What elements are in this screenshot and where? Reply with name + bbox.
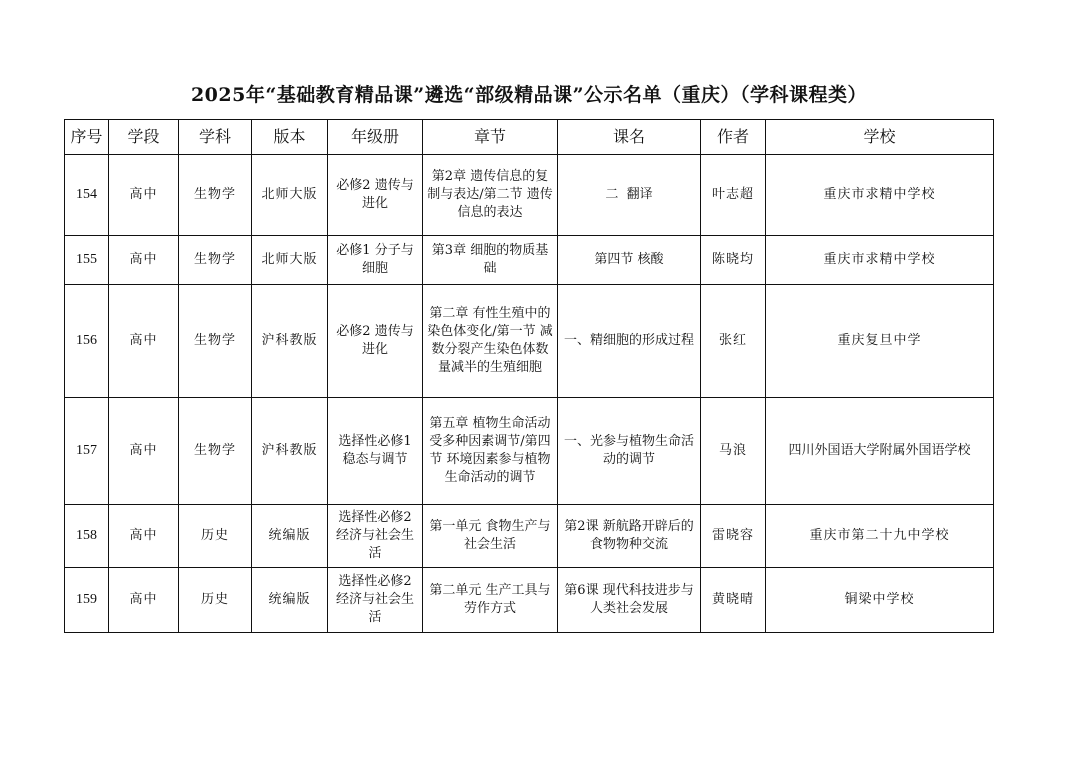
- cell-no: 157: [65, 398, 109, 505]
- cell-author: 陈晓均: [701, 236, 766, 285]
- cell-edition: 沪科教版: [252, 285, 328, 398]
- cell-chapter: 第一单元 食物生产与社会生活: [423, 505, 558, 568]
- cell-no: 158: [65, 505, 109, 568]
- cell-no: 159: [65, 568, 109, 633]
- cell-edition: 统编版: [252, 505, 328, 568]
- cell-stage: 高中: [109, 285, 179, 398]
- table-row: [65, 398, 994, 505]
- table-row: [65, 568, 994, 633]
- column-header-no: 序号: [65, 120, 109, 155]
- table-header-row: [65, 120, 994, 155]
- cell-stage: 高中: [109, 155, 179, 236]
- cell-school: 铜梁中学校: [766, 568, 994, 633]
- cell-stage: 高中: [109, 505, 179, 568]
- cell-edition: 北师大版: [252, 236, 328, 285]
- cell-author: 黄晓晴: [701, 568, 766, 633]
- cell-school: 重庆复旦中学: [766, 285, 994, 398]
- column-header-grade: 年级册: [328, 120, 423, 155]
- cell-subject: 生物学: [179, 155, 252, 236]
- cell-chapter: 第3章 细胞的物质基础: [423, 236, 558, 285]
- cell-grade: 选择性必修1 稳态与调节: [328, 398, 423, 505]
- column-header-school: 学校: [766, 120, 994, 155]
- cell-author: 马浪: [701, 398, 766, 505]
- cell-school: 重庆市求精中学校: [766, 236, 994, 285]
- cell-chapter: 第五章 植物生命活动受多种因素调节/第四节 环境因素参与植物生命活动的调节: [423, 398, 558, 505]
- column-header-author: 作者: [701, 120, 766, 155]
- cell-stage: 高中: [109, 398, 179, 505]
- cell-grade: 必修1 分子与细胞: [328, 236, 423, 285]
- column-header-subject: 学科: [179, 120, 252, 155]
- cell-subject: 生物学: [179, 236, 252, 285]
- column-header-edition: 版本: [252, 120, 328, 155]
- cell-lesson: 一、光参与植物生命活动的调节: [558, 398, 701, 505]
- cell-subject: 生物学: [179, 398, 252, 505]
- cell-chapter: 第二单元 生产工具与劳作方式: [423, 568, 558, 633]
- cell-no: 154: [65, 155, 109, 236]
- cell-chapter: 第二章 有性生殖中的染色体变化/第一节 减数分裂产生染色体数量减半的生殖细胞: [423, 285, 558, 398]
- table-row: [65, 236, 994, 285]
- cell-lesson: 第2课 新航路开辟后的食物物种交流: [558, 505, 701, 568]
- cell-edition: 北师大版: [252, 155, 328, 236]
- cell-lesson: 第四节 核酸: [558, 236, 701, 285]
- table-row: [65, 285, 994, 398]
- cell-author: 雷晓容: [701, 505, 766, 568]
- cell-stage: 高中: [109, 236, 179, 285]
- cell-stage: 高中: [109, 568, 179, 633]
- cell-school: 四川外国语大学附属外国语学校: [766, 398, 994, 505]
- cell-no: 155: [65, 236, 109, 285]
- cell-grade: 必修2 遗传与进化: [328, 155, 423, 236]
- cell-grade: 选择性必修2 经济与社会生活: [328, 505, 423, 568]
- cell-grade: 必修2 遗传与进化: [328, 285, 423, 398]
- cell-subject: 历史: [179, 568, 252, 633]
- table-row: [65, 155, 994, 236]
- cell-subject: 生物学: [179, 285, 252, 398]
- column-header-lesson: 课名: [558, 120, 701, 155]
- column-header-stage: 学段: [109, 120, 179, 155]
- cell-grade: 选择性必修2 经济与社会生活: [328, 568, 423, 633]
- cell-school: 重庆市求精中学校: [766, 155, 994, 236]
- roster-table: [64, 119, 994, 633]
- column-header-chapter: 章节: [423, 120, 558, 155]
- cell-author: 张红: [701, 285, 766, 398]
- cell-lesson: 二 翻译: [558, 155, 701, 236]
- cell-subject: 历史: [179, 505, 252, 568]
- table-row: [65, 505, 994, 568]
- cell-no: 156: [65, 285, 109, 398]
- cell-chapter: 第2章 遗传信息的复制与表达/第二节 遗传信息的表达: [423, 155, 558, 236]
- cell-author: 叶志超: [701, 155, 766, 236]
- cell-edition: 统编版: [252, 568, 328, 633]
- cell-lesson: 第6课 现代科技进步与人类社会发展: [558, 568, 701, 633]
- page-title: 2025年“基础教育精品课”遴选“部级精品课”公示名单（重庆）（学科课程类）: [190, 84, 868, 106]
- cell-school: 重庆市第二十九中学校: [766, 505, 994, 568]
- cell-lesson: 一、精细胞的形成过程: [558, 285, 701, 398]
- cell-edition: 沪科教版: [252, 398, 328, 505]
